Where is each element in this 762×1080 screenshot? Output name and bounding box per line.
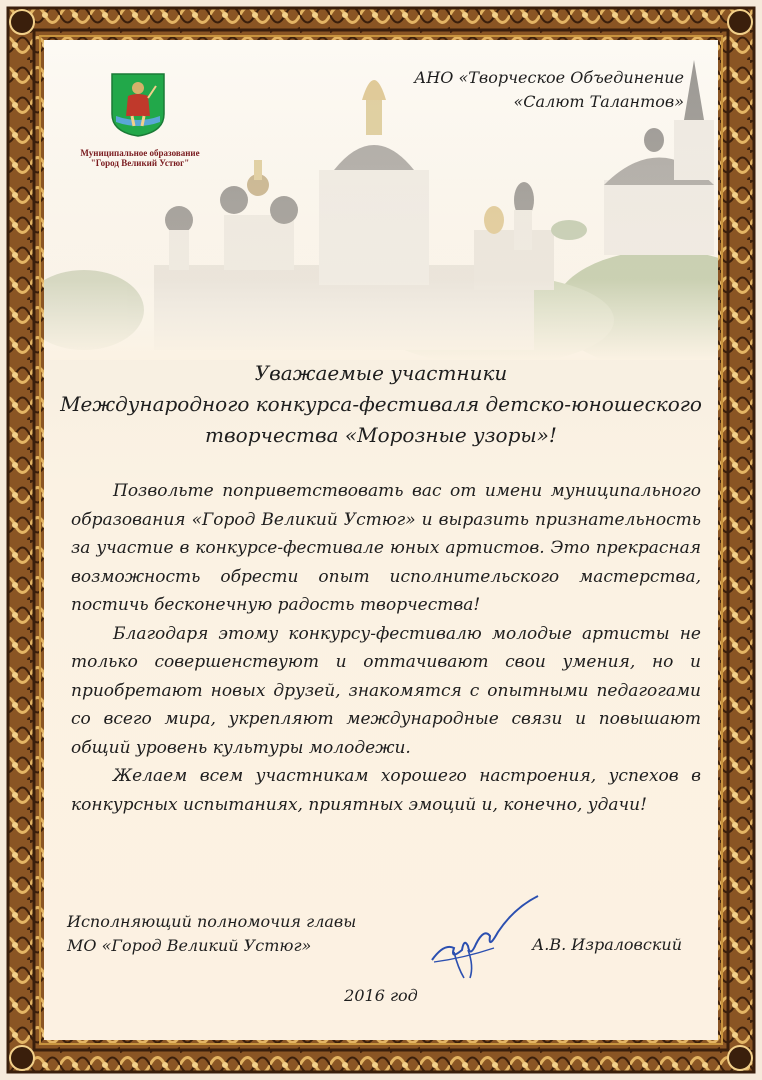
- body-paragraph-2: Благодаря этому конкурсу-фестивалю молодые артисты не только совершенствуют и оттачивают свои умения, но и приобретают новых друзей, знакомятся с опытными педагогами со всего мира, укрепляют международные связи и повышают общий уровень культуры молодежи.: [71, 623, 701, 758]
- signatory-name: А.В. Израловский: [532, 935, 682, 954]
- organization-name: [364, 66, 684, 114]
- year-label: 2016 год: [344, 986, 418, 1005]
- coat-caption-line2: "Город Великий Устюг": [90, 158, 190, 168]
- body-paragraph-1: Позвольте поприветствовать вас от имени муниципального образования «Город Великий Устюг» и выразить признательность за участие в конкурсе-фестивале юных артистов. Это прекрасная возможность обрести опыт исполнительского мастерства, постичь бесконечную радость творчества!: [71, 481, 701, 615]
- heading-line2: Международного конкурса-фестиваля детско-юношеского: [60, 392, 702, 416]
- letter-body: [71, 477, 701, 819]
- organization-line1: АНО «Творческое Объединение: [414, 68, 684, 87]
- coat-caption-line1: Муниципальное образование: [80, 148, 200, 158]
- heading-line3: творчества «Морозные узоры»!: [205, 423, 557, 447]
- coat-of-arms-caption: [64, 148, 216, 168]
- signatory-position-line2: МО «Город Великий Устюг»: [67, 936, 312, 955]
- organization-line2: «Салют Талантов»: [513, 92, 684, 111]
- signatory-position: [67, 910, 356, 958]
- body-paragraph-3: Желаем всем участникам хорошего настроения, успехов в конкурсных испытаниях, приятных эмоций и, конечно, удачи!: [71, 766, 701, 815]
- coat-of-arms-icon: [110, 72, 166, 138]
- greeting-heading: [44, 358, 718, 451]
- signatory-position-line1: Исполняющий полномочия главы: [67, 912, 357, 931]
- letter-content: [44, 40, 718, 1040]
- handwritten-signature-icon: [424, 888, 544, 988]
- heading-line1: Уважаемые участники: [254, 361, 508, 385]
